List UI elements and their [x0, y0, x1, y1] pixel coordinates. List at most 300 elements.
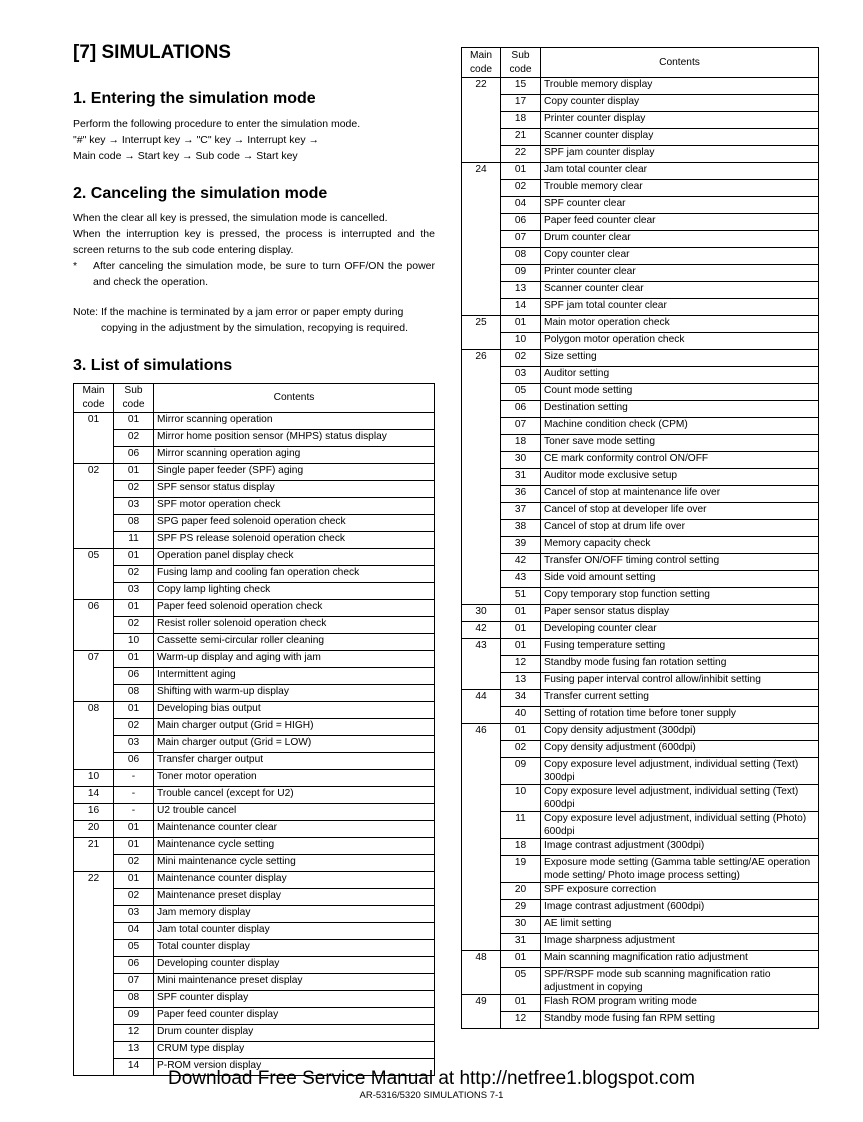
- main-code-cell: [462, 333, 501, 350]
- contents-cell: Operation panel display check: [154, 549, 435, 566]
- contents-cell: Paper feed solenoid operation check: [154, 600, 435, 617]
- main-code-cell: 05: [74, 549, 114, 566]
- table-row: [462, 917, 819, 934]
- main-code-cell: 30: [462, 605, 501, 622]
- sub-code-cell: 02: [501, 741, 541, 758]
- sub-code-cell: 06: [114, 957, 154, 974]
- sub-code-cell: 04: [501, 197, 541, 214]
- table-row: [462, 639, 819, 656]
- contents-cell: Destination setting: [541, 401, 819, 418]
- contents-cell: Scanner counter display: [541, 129, 819, 146]
- sub-code-cell: 07: [114, 974, 154, 991]
- main-code-cell: 02: [74, 464, 114, 481]
- contents-cell: Toner save mode setting: [541, 435, 819, 452]
- contents-cell: Transfer current setting: [541, 690, 819, 707]
- sub-code-cell: -: [114, 770, 154, 787]
- contents-cell: Paper feed counter clear: [541, 214, 819, 231]
- contents-cell: Copy exposure level adjustment, individual setting (Text) 600dpi: [541, 785, 819, 812]
- sub-code-cell: 17: [501, 95, 541, 112]
- contents-cell: Main charger output (Grid = LOW): [154, 736, 435, 753]
- contents-cell: Flash ROM program writing mode: [541, 995, 819, 1012]
- main-code-cell: [74, 498, 114, 515]
- table-row: [74, 1042, 435, 1059]
- section-1-body: [73, 116, 435, 164]
- sub-code-cell: 05: [501, 968, 541, 995]
- main-code-cell: [462, 367, 501, 384]
- contents-cell: Standby mode fusing fan RPM setting: [541, 1012, 819, 1029]
- table-row: [74, 872, 435, 889]
- sub-code-cell: 43: [501, 571, 541, 588]
- main-code-cell: [462, 537, 501, 554]
- section-3-heading: 3. List of simulations: [73, 357, 233, 374]
- table-row: [462, 588, 819, 605]
- table-row: [74, 753, 435, 770]
- main-code-cell: [462, 214, 501, 231]
- sub-code-cell: 01: [114, 838, 154, 855]
- main-code-cell: [74, 1025, 114, 1042]
- header-main-code: Main code: [74, 384, 114, 413]
- main-code-cell: [462, 968, 501, 995]
- contents-cell: Maintenance preset display: [154, 889, 435, 906]
- sub-code-cell: 01: [114, 413, 154, 430]
- contents-cell: Mini maintenance cycle setting: [154, 855, 435, 872]
- contents-cell: Trouble cancel (except for U2): [154, 787, 435, 804]
- contents-cell: Auditor setting: [541, 367, 819, 384]
- sub-code-cell: 30: [501, 917, 541, 934]
- contents-cell: Main motor operation check: [541, 316, 819, 333]
- main-code-cell: 43: [462, 639, 501, 656]
- table-row: [74, 464, 435, 481]
- table-row: [462, 231, 819, 248]
- table-row: [462, 812, 819, 839]
- sub-code-cell: 19: [501, 856, 541, 883]
- sub-code-cell: 01: [501, 724, 541, 741]
- sub-code-cell: 39: [501, 537, 541, 554]
- table-row: [462, 741, 819, 758]
- contents-cell: Single paper feeder (SPF) aging: [154, 464, 435, 481]
- left-table-body: [74, 413, 435, 1076]
- table-row: [74, 532, 435, 549]
- contents-cell: Mini maintenance preset display: [154, 974, 435, 991]
- sub-code-cell: 31: [501, 934, 541, 951]
- asterisk-mark: *: [73, 260, 78, 272]
- sub-code-cell: 13: [501, 282, 541, 299]
- simulation-table-left: [73, 383, 435, 1076]
- table-row: [462, 622, 819, 639]
- table-row: [74, 736, 435, 753]
- contents-cell: Transfer charger output: [154, 753, 435, 770]
- table-row: [462, 95, 819, 112]
- sub-code-cell: 18: [501, 839, 541, 856]
- table-row: [74, 566, 435, 583]
- contents-cell: Cancel of stop at maintenance life over: [541, 486, 819, 503]
- contents-cell: Copy temporary stop function setting: [541, 588, 819, 605]
- main-code-cell: [462, 856, 501, 883]
- main-code-cell: [462, 435, 501, 452]
- header-main-code: Main code: [462, 48, 501, 78]
- contents-cell: Jam total counter clear: [541, 163, 819, 180]
- contents-cell: Drum counter display: [154, 1025, 435, 1042]
- contents-cell: Drum counter clear: [541, 231, 819, 248]
- main-code-cell: [462, 95, 501, 112]
- table-row: [74, 447, 435, 464]
- sub-code-cell: 01: [114, 600, 154, 617]
- table-row: [462, 146, 819, 163]
- contents-cell: Copy density adjustment (600dpi): [541, 741, 819, 758]
- contents-cell: Maintenance counter clear: [154, 821, 435, 838]
- contents-cell: CRUM type display: [154, 1042, 435, 1059]
- sub-code-cell: 03: [114, 906, 154, 923]
- table-row: [462, 265, 819, 282]
- contents-cell: SPF motor operation check: [154, 498, 435, 515]
- table-row: [74, 804, 435, 821]
- table-row: [74, 583, 435, 600]
- table-row: [462, 1012, 819, 1029]
- main-code-cell: [462, 785, 501, 812]
- contents-cell: Warm-up display and aging with jam: [154, 651, 435, 668]
- table-row: [462, 605, 819, 622]
- sub-code-cell: 13: [501, 673, 541, 690]
- contents-cell: SPF sensor status display: [154, 481, 435, 498]
- sub-code-cell: -: [114, 804, 154, 821]
- main-code-cell: [74, 923, 114, 940]
- table-row: [74, 974, 435, 991]
- table-row: [462, 995, 819, 1012]
- sub-code-cell: 21: [501, 129, 541, 146]
- contents-cell: Resist roller solenoid operation check: [154, 617, 435, 634]
- contents-cell: Polygon motor operation check: [541, 333, 819, 350]
- header-contents: Contents: [541, 48, 819, 78]
- main-code-cell: 08: [74, 702, 114, 719]
- contents-cell: Intermittent aging: [154, 668, 435, 685]
- main-code-cell: [462, 299, 501, 316]
- sub-code-cell: 12: [501, 1012, 541, 1029]
- main-code-cell: [74, 481, 114, 498]
- contents-cell: Total counter display: [154, 940, 435, 957]
- main-code-cell: [462, 129, 501, 146]
- table-row: [462, 707, 819, 724]
- table-row: [462, 951, 819, 968]
- main-code-cell: [462, 673, 501, 690]
- table-row: [462, 78, 819, 95]
- sub-code-cell: 15: [501, 78, 541, 95]
- sub-code-cell: 30: [501, 452, 541, 469]
- simulation-table-right: [461, 47, 819, 1029]
- table-row: [74, 685, 435, 702]
- table-row: [462, 486, 819, 503]
- sec1-line1: Perform the following procedure to enter the simulation mode.: [73, 118, 361, 130]
- contents-cell: Cancel of stop at drum life over: [541, 520, 819, 537]
- contents-cell: Image contrast adjustment (300dpi): [541, 839, 819, 856]
- contents-cell: Mirror home position sensor (MHPS) status display: [154, 430, 435, 447]
- table-row: [462, 571, 819, 588]
- main-code-cell: 06: [74, 600, 114, 617]
- sub-code-cell: 31: [501, 469, 541, 486]
- contents-cell: Main scanning magnification ratio adjustment: [541, 951, 819, 968]
- table-row: [74, 481, 435, 498]
- sub-code-cell: 05: [114, 940, 154, 957]
- table-row: [74, 821, 435, 838]
- main-code-cell: [462, 588, 501, 605]
- main-code-cell: 22: [74, 872, 114, 889]
- sub-code-cell: 38: [501, 520, 541, 537]
- contents-cell: SPF/RSPF mode sub scanning magnification ratio adjustment in copying: [541, 968, 819, 995]
- main-code-cell: [462, 469, 501, 486]
- contents-cell: Jam total counter display: [154, 923, 435, 940]
- header-sub-code: Sub code: [501, 48, 541, 78]
- sub-code-cell: 06: [114, 753, 154, 770]
- table-row: [74, 617, 435, 634]
- table-row: [462, 883, 819, 900]
- contents-cell: Copy exposure level adjustment, individual setting (Photo) 600dpi: [541, 812, 819, 839]
- sub-code-cell: 02: [114, 855, 154, 872]
- download-link[interactable]: Download Free Service Manual at http://netfree1.blogspot.com: [167, 1068, 695, 1089]
- right-table-body: [462, 78, 819, 1029]
- contents-cell: Mirror scanning operation: [154, 413, 435, 430]
- sub-code-cell: 08: [114, 991, 154, 1008]
- contents-cell: Image contrast adjustment (600dpi): [541, 900, 819, 917]
- table-row: [462, 968, 819, 995]
- contents-cell: Copy density adjustment (300dpi): [541, 724, 819, 741]
- table-row: [74, 413, 435, 430]
- table-row: [74, 957, 435, 974]
- main-code-cell: [462, 146, 501, 163]
- table-row: [462, 690, 819, 707]
- main-code-cell: 14: [74, 787, 114, 804]
- table-row: [462, 350, 819, 367]
- sub-code-cell: 01: [114, 464, 154, 481]
- note-line2: copying in the adjustment by the simulation, recopying is required.: [101, 321, 409, 334]
- sub-code-cell: 01: [501, 605, 541, 622]
- table-row: [74, 1008, 435, 1025]
- contents-cell: SPF counter display: [154, 991, 435, 1008]
- main-code-cell: [462, 248, 501, 265]
- main-code-cell: 42: [462, 622, 501, 639]
- table-row: [74, 651, 435, 668]
- sub-code-cell: 03: [501, 367, 541, 384]
- table-row: [462, 163, 819, 180]
- contents-cell: Copy counter clear: [541, 248, 819, 265]
- sub-code-cell: 03: [114, 583, 154, 600]
- contents-cell: Paper feed counter display: [154, 1008, 435, 1025]
- contents-cell: Maintenance cycle setting: [154, 838, 435, 855]
- sub-code-cell: 07: [501, 231, 541, 248]
- main-code-cell: [462, 197, 501, 214]
- sub-code-cell: 12: [114, 1025, 154, 1042]
- table-row: [462, 856, 819, 883]
- main-code-cell: 16: [74, 804, 114, 821]
- main-code-cell: [462, 452, 501, 469]
- main-code-cell: [74, 855, 114, 872]
- main-code-cell: [74, 736, 114, 753]
- contents-cell: Jam memory display: [154, 906, 435, 923]
- contents-cell: Developing bias output: [154, 702, 435, 719]
- sub-code-cell: 02: [114, 617, 154, 634]
- section-2-heading: 2. Canceling the simulation mode: [73, 185, 328, 202]
- contents-cell: Cancel of stop at developer life over: [541, 503, 819, 520]
- header-sub-code: Sub code: [114, 384, 154, 413]
- table-row: [74, 1025, 435, 1042]
- sub-code-cell: 02: [114, 566, 154, 583]
- contents-cell: Maintenance counter display: [154, 872, 435, 889]
- contents-cell: Developing counter display: [154, 957, 435, 974]
- table-row: [74, 600, 435, 617]
- sub-code-cell: 01: [114, 549, 154, 566]
- main-code-cell: [462, 934, 501, 951]
- contents-cell: Memory capacity check: [541, 537, 819, 554]
- sec2-star-note: [73, 258, 435, 290]
- sub-code-cell: 02: [501, 180, 541, 197]
- main-code-cell: [74, 634, 114, 651]
- sub-code-cell: 51: [501, 588, 541, 605]
- main-code-cell: [462, 707, 501, 724]
- sub-code-cell: 02: [114, 889, 154, 906]
- contents-cell: Side void amount setting: [541, 571, 819, 588]
- contents-cell: Copy exposure level adjustment, individual setting (Text) 300dpi: [541, 758, 819, 785]
- contents-cell: Trouble memory clear: [541, 180, 819, 197]
- table-row: [462, 180, 819, 197]
- table-row: [462, 384, 819, 401]
- contents-cell: Fusing temperature setting: [541, 639, 819, 656]
- main-code-cell: 01: [74, 413, 114, 430]
- sub-code-cell: 03: [114, 736, 154, 753]
- table-row: [74, 719, 435, 736]
- main-code-cell: [74, 889, 114, 906]
- sub-code-cell: 01: [501, 639, 541, 656]
- sub-code-cell: 04: [114, 923, 154, 940]
- contents-cell: Scanner counter clear: [541, 282, 819, 299]
- main-code-cell: [74, 906, 114, 923]
- main-code-cell: [74, 668, 114, 685]
- main-code-cell: [74, 974, 114, 991]
- table-row: [462, 554, 819, 571]
- contents-cell: AE limit setting: [541, 917, 819, 934]
- main-code-cell: [74, 685, 114, 702]
- sub-code-cell: 08: [501, 248, 541, 265]
- contents-cell: Paper sensor status display: [541, 605, 819, 622]
- contents-cell: Main charger output (Grid = HIGH): [154, 719, 435, 736]
- sub-code-cell: 01: [501, 622, 541, 639]
- contents-cell: Copy lamp lighting check: [154, 583, 435, 600]
- sub-code-cell: 01: [114, 821, 154, 838]
- table-row: [462, 435, 819, 452]
- table-row: [462, 656, 819, 673]
- table-row: [462, 452, 819, 469]
- sub-code-cell: 14: [501, 299, 541, 316]
- main-code-cell: [462, 883, 501, 900]
- contents-cell: Fusing paper interval control allow/inhibit setting: [541, 673, 819, 690]
- contents-cell: Exposure mode setting (Gamma table setting/AE operation mode setting/ Photo image process setting): [541, 856, 819, 883]
- main-code-cell: [462, 571, 501, 588]
- sub-code-cell: 01: [501, 316, 541, 333]
- main-code-cell: [462, 112, 501, 129]
- table-row: [462, 129, 819, 146]
- sub-code-cell: 37: [501, 503, 541, 520]
- sub-code-cell: 06: [114, 668, 154, 685]
- section-1-heading: 1. Entering the simulation mode: [73, 90, 316, 107]
- main-code-cell: [74, 1008, 114, 1025]
- sub-code-cell: 09: [114, 1008, 154, 1025]
- main-code-cell: [462, 384, 501, 401]
- table-row: [462, 839, 819, 856]
- table-row: [462, 673, 819, 690]
- main-code-cell: [462, 231, 501, 248]
- table-row: [74, 668, 435, 685]
- main-code-cell: [74, 566, 114, 583]
- table-row: [462, 367, 819, 384]
- table-row: [462, 900, 819, 917]
- contents-cell: SPG paper feed solenoid operation check: [154, 515, 435, 532]
- contents-cell: Count mode setting: [541, 384, 819, 401]
- contents-cell: P-ROM version display: [154, 1059, 435, 1076]
- contents-cell: Printer counter display: [541, 112, 819, 129]
- table-row: [462, 503, 819, 520]
- table-row: [74, 923, 435, 940]
- table-row: [74, 498, 435, 515]
- table-row: [74, 889, 435, 906]
- table-row: [74, 430, 435, 447]
- table-row: [74, 906, 435, 923]
- sub-code-cell: 09: [501, 758, 541, 785]
- table-row: [74, 855, 435, 872]
- sub-code-cell: 36: [501, 486, 541, 503]
- table-row: [462, 469, 819, 486]
- sub-code-cell: 13: [114, 1042, 154, 1059]
- main-code-cell: [74, 515, 114, 532]
- table-row: [462, 316, 819, 333]
- sub-code-cell: 22: [501, 146, 541, 163]
- main-code-cell: [462, 656, 501, 673]
- sub-code-cell: 12: [501, 656, 541, 673]
- contents-cell: Developing counter clear: [541, 622, 819, 639]
- contents-cell: SPF exposure correction: [541, 883, 819, 900]
- sub-code-cell: 03: [114, 498, 154, 515]
- main-code-cell: [462, 917, 501, 934]
- header-contents: Contents: [154, 384, 435, 413]
- table-row: [74, 515, 435, 532]
- sub-code-cell: 07: [501, 418, 541, 435]
- main-code-cell: 21: [74, 838, 114, 855]
- sub-code-cell: 06: [501, 214, 541, 231]
- sub-code-cell: 05: [501, 384, 541, 401]
- main-code-cell: 22: [462, 78, 501, 95]
- page-footer-id: AR-5316/5320 SIMULATIONS 7-1: [359, 1090, 504, 1101]
- main-code-cell: [462, 401, 501, 418]
- contents-cell: Printer counter clear: [541, 265, 819, 282]
- contents-cell: SPF counter clear: [541, 197, 819, 214]
- sec2-star-text: After canceling the simulation mode, be sure to turn OFF/ON the power and check the operation.: [93, 260, 435, 288]
- contents-cell: Auditor mode exclusive setup: [541, 469, 819, 486]
- sub-code-cell: 02: [114, 430, 154, 447]
- main-code-cell: [74, 1042, 114, 1059]
- main-code-cell: [462, 900, 501, 917]
- sub-code-cell: 01: [114, 702, 154, 719]
- contents-cell: Trouble memory display: [541, 78, 819, 95]
- main-code-cell: [74, 940, 114, 957]
- sec2-line1: When the clear all key is pressed, the simulation mode is cancelled.: [73, 212, 388, 224]
- sub-code-cell: 29: [501, 900, 541, 917]
- contents-cell: SPF jam total counter clear: [541, 299, 819, 316]
- main-code-cell: 44: [462, 690, 501, 707]
- sub-code-cell: 18: [501, 435, 541, 452]
- contents-cell: CE mark conformity control ON/OFF: [541, 452, 819, 469]
- main-code-cell: [462, 180, 501, 197]
- sec2-line2: When the interruption key is pressed, the process is interrupted and the screen returns to the sub code entering display.: [73, 228, 435, 256]
- main-code-cell: [74, 447, 114, 464]
- main-code-cell: [462, 758, 501, 785]
- table-row: [74, 940, 435, 957]
- main-code-cell: 10: [74, 770, 114, 787]
